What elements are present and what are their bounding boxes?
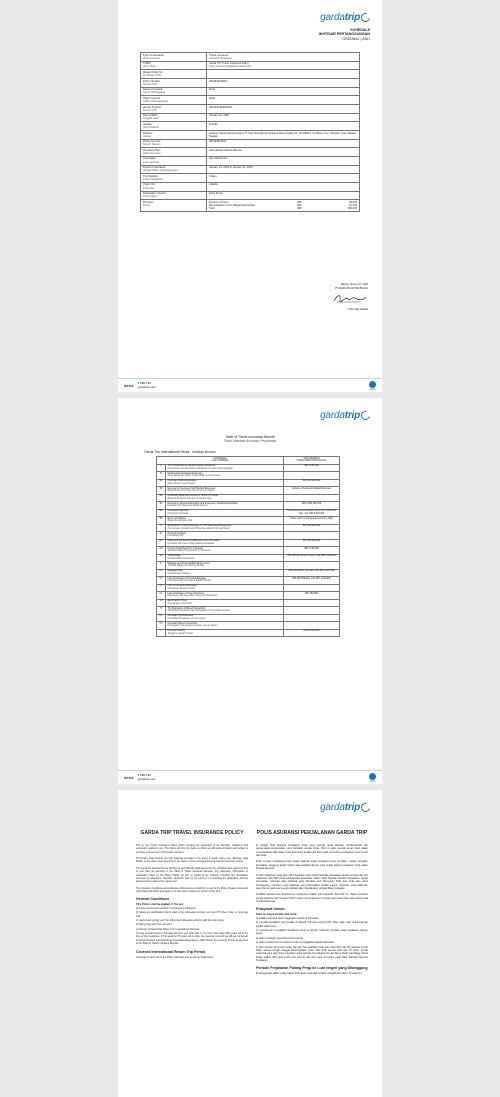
schedule-row bbox=[141, 78, 360, 87]
benefit-coverage: Baggage Delay Keterlambatan Bagasi bbox=[166, 569, 284, 577]
benefit-row bbox=[157, 502, 340, 510]
benefit-row bbox=[157, 562, 340, 570]
benefit-row bbox=[157, 554, 340, 562]
schedule-row bbox=[141, 96, 360, 105]
astra-logo: astra bbox=[124, 775, 134, 780]
benefit-code: F1 bbox=[157, 569, 166, 577]
benefit-row bbox=[157, 577, 340, 585]
benefit-code: H2 bbox=[157, 622, 166, 630]
schedule-label: Name of Insured Nama Tertanggung bbox=[141, 87, 207, 96]
schedule-value: Rudy bbox=[207, 87, 360, 96]
garda-trip-logo: gardatrip bbox=[320, 410, 370, 421]
benefit-coverage: Personal Liability Tanggung Jawab Pribadi bbox=[166, 629, 284, 637]
benefit-row bbox=[157, 479, 340, 487]
page-footer bbox=[118, 770, 382, 784]
schedule-page bbox=[118, 0, 382, 392]
schedule-label: Period of Insurance Jangka Waktu Pertanggungan bbox=[141, 165, 207, 174]
schedule-label: Insurance Plan Paket Asuransi bbox=[141, 148, 207, 157]
premium-line: Total IDR 105,000 bbox=[209, 207, 357, 211]
schedule-title: SCHEDULE bbox=[350, 28, 370, 32]
benefits-title: Table of Travel Insurance Benefit Tabel Manfaat Asuransi Perjalanan bbox=[223, 435, 277, 444]
garda-trip-mark-icon bbox=[359, 409, 371, 421]
schedule-row bbox=[141, 139, 360, 148]
condition-item: c) starting and ending your Trip within the Indonesian territory (valid for return trips); bbox=[136, 919, 225, 923]
website: gardaoto.com bbox=[137, 776, 156, 781]
astra-logo: astra bbox=[124, 383, 134, 388]
policy-title-id: POLIS ASURANSI PERJALANAN GARDA TRIP bbox=[256, 830, 368, 836]
benefit-coverage: Overseas Trip Relocation Perubahan Perjalanan di Luar Negeri bbox=[166, 614, 284, 622]
benefit-row bbox=[157, 584, 340, 592]
garda-trip-mark-icon bbox=[359, 801, 371, 813]
covered-period-text: Coverage in each part of the Policy shall start and end as set forth below: bbox=[136, 955, 214, 959]
benefit-sum-insured bbox=[284, 614, 340, 622]
benefit-sum-insured: IDR 2,000,000,000 bbox=[284, 502, 340, 510]
benefits-header-row bbox=[157, 457, 340, 465]
schedule-row bbox=[141, 70, 360, 79]
policy-paragraph: Polis ini akan melindungi Anda secara finansial ketika terjadinya suatu kematian, cedera, kerugian, kerusakan, tanggung jawab hukum atau kejadian lainnya yang terjadi selama perjalanan Anda dalam Periode Asuransi. bbox=[256, 860, 368, 871]
premium-line: Administration Cost | Biaya Administrasi IDR 10,000 bbox=[209, 203, 357, 207]
schedule-value: January 10, 1990 bbox=[207, 113, 360, 122]
website: gardaoto.com bbox=[137, 384, 156, 389]
schedule-label: Master Policy No No Master Polis bbox=[141, 70, 207, 79]
benefit-row bbox=[157, 599, 340, 607]
benefit-sum-insured: IDR 15,000,000 bbox=[284, 629, 340, 637]
schedule-row bbox=[141, 182, 360, 191]
policy-paragraph: Jumlah maksimum yang akan Kami bayarkan untuk setiap Manfaat disesuaikan dengan kondisi dan limit maksimum dari Plan Anda sebagaimana disebutkan dalam Tabel Manfaat Asuransi Perjalanan. Setiap pernyataan, informasi atau deklarasi yang diberikan oleh Pemegang Polis atau Anda atas nama Tertanggung, termasuk setiap deklarasi yang disampaikan melalui telepon, faksimile, surat elektronik, atau internet pada saat mengisi aplikasi akan diperlakukan sebagai dasar perjanjian. bbox=[256, 873, 368, 890]
benefit-coverage: Emergency Medical Evacuation and Emergency Medical Repatriation Evakuasi dan Repatriasi Medis Darurat bbox=[166, 502, 284, 510]
prasyarat-umum-title: Prasyarat Umum bbox=[256, 907, 285, 912]
condition-item: a) adalah penduduk yang tinggal atau bekerja di Indonesia; bbox=[256, 917, 319, 921]
benefit-code: B6 bbox=[157, 517, 166, 525]
hotline-block bbox=[138, 382, 156, 389]
condition-item: f) being at least fourteen (14) days old from your birth date or not more than eighty (80) years old at the time of your departure. If You seventy (70) years old or older, the maximum amount we will pay for benefit Personal Accident and Medical and Associated Expenses is 25% (twenty five percent) of limit as specified in the Table of Travel Insurance Benefits. bbox=[136, 932, 248, 946]
schedule-header bbox=[319, 28, 370, 41]
place-date: Jakarta, January 21, 2023 bbox=[340, 283, 368, 286]
benefit-coverage: Emergency Overseas Tooth Medical Expenses Biaya Pengobatan Gigi Darurat di Luar Negeri bbox=[166, 487, 284, 495]
benefit-coverage: Repatriation of Mortal Remains or Overseas Funeral Expenses Pemulangan Jenazah atau Biaya Pemakaman di Luar Negeri bbox=[166, 524, 284, 532]
periode-title: Periode Perjalanan Pulang Pergi ke Luar Negeri yang Ditanggung bbox=[256, 966, 368, 971]
schedule-row bbox=[141, 61, 360, 70]
policy-page bbox=[118, 790, 382, 1097]
schedule-value: 0534644752041 bbox=[207, 78, 360, 87]
schedule-row bbox=[141, 87, 360, 96]
benefit-coverage: Overseas Missed Connection Ketinggalan Transportasi Lanjutan di Luar Negeri bbox=[166, 622, 284, 630]
schedule-row bbox=[141, 174, 360, 183]
schedule-value: 087434914911 bbox=[207, 139, 360, 148]
condition-item: d) having fully paid Your premium; bbox=[136, 923, 173, 927]
benefit-row bbox=[157, 569, 340, 577]
company-name: PT ASURANSI ASTRA BUANA bbox=[334, 286, 368, 290]
benefit-sum-insured bbox=[284, 584, 340, 592]
signer-name: Pramudita Nadelia bbox=[348, 307, 368, 311]
benefit-row bbox=[157, 524, 340, 532]
benefit-row bbox=[157, 629, 340, 637]
plan-name: Garda Trip International Retail - Individu Bronze bbox=[144, 450, 216, 454]
schedule-label: Origin City Kota Asal bbox=[141, 182, 207, 191]
schedule-label: Address Alamat bbox=[141, 130, 207, 139]
schedule-row bbox=[141, 113, 360, 122]
benefit-coverage: Medical and Associated Expenses Biaya Medis dan Biaya Terkait Medis di Luar Negeri bbox=[166, 472, 284, 480]
benefit-code: B bbox=[157, 472, 166, 480]
benefit-coverage: Return of Children Biaya Pemulangan Anak bbox=[166, 517, 284, 525]
benefit-sum-insured: IDR 300,000 for per 6 hour, max IDR 1,500,000 bbox=[284, 554, 340, 562]
benefit-sum-insured bbox=[284, 599, 340, 607]
benefit-coverage: Overseas Medical Expenses Biaya Medis di Luar Negeri bbox=[166, 479, 284, 487]
benefit-sum-insured: Include in Overseas Medical Expenses bbox=[284, 487, 340, 495]
premium-line: Premium | Premi IDR 95,000 bbox=[209, 200, 357, 204]
benefit-row bbox=[157, 472, 340, 480]
prasyarat-umum-sub: Polis ini hanya berlaku jika Anda: bbox=[256, 913, 298, 917]
benefit-sum-insured bbox=[284, 607, 340, 615]
condition-item: d) telah membayar sepenuhnya Premi Anda; bbox=[256, 936, 304, 940]
schedule-row bbox=[141, 104, 360, 113]
benefit-coverage: Death and Permanent Disablement due to Accident Kematian dan Cacat Tetap Akibat Kecelakaan bbox=[166, 539, 284, 547]
policy-title-en: GARDA TRIP TRAVEL INSURANCE POLICY bbox=[140, 830, 244, 836]
benefit-sum-insured bbox=[284, 532, 340, 540]
page-footer bbox=[118, 378, 382, 392]
benefit-coverage: Trip Cancellation & Alteration Before Departure Pembatalan dan Perubahan Perjalanan sebelum keberangkatan bbox=[166, 464, 284, 472]
schedule-label: Phone Number Nomor Telepon bbox=[141, 139, 207, 148]
policy-english-column bbox=[136, 830, 248, 962]
condition-item: b) memiliki identifikasi yang berlaku di wilayah Indonesia seperti KTP, Kitas, Kitap, atau visa kunjungan jangka waktu lama; bbox=[256, 921, 368, 928]
benefit-code: B2 bbox=[157, 487, 166, 495]
benefit-sum-insured: IDR 150,000,000 bbox=[284, 539, 340, 547]
schedule-label: Coverages Luas Jaminan bbox=[141, 156, 207, 165]
benefit-coverage: Personal Accident Kecelakaan Diri bbox=[166, 532, 284, 540]
benefit-sum-insured: Ticket return to transported economy flight bbox=[284, 517, 340, 525]
coverage-header: COVERAGE LUAS JAMINAN bbox=[157, 457, 284, 465]
premium-label: Premium Premi bbox=[141, 200, 207, 212]
sum-insured-header: SUM INSURED HARGA PERTANGGUNGAN bbox=[284, 457, 340, 465]
benefit-row bbox=[157, 614, 340, 622]
benefit-code: H bbox=[157, 607, 166, 615]
benefit-coverage: Loss & Damage of Travel Document Kehilangan dan Kerusakan Dokumen Perjalanan bbox=[166, 592, 284, 600]
schedule-row bbox=[141, 156, 360, 165]
benefit-coverage: Early Return Home Kepulangan Lebih Awal bbox=[166, 599, 284, 607]
schedule-label: Identity Number Nomor KTP bbox=[141, 104, 207, 113]
original-label: ORIGINAL | ASLI bbox=[342, 36, 370, 41]
benefit-sum-insured: IDR 500,000,000 bbox=[284, 479, 340, 487]
benefit-sum-insured: IDR 250,000/bag, max IDR 1,000,000 bbox=[284, 577, 340, 585]
condition-item: c) memulai dan mengakhiri Perjalanan Anda di wilayah Indonesia (berlaku untuk perjalanan pulang-pergi); bbox=[256, 929, 368, 936]
benefit-code: D1 bbox=[157, 539, 166, 547]
benefit-sum-insured bbox=[284, 494, 340, 502]
benefit-coverage: Travel Delay Keterlambatan Perjalanan bbox=[166, 554, 284, 562]
schedule-row bbox=[141, 148, 360, 157]
schedule-value: See Attachment bbox=[207, 156, 360, 165]
premium-row bbox=[141, 200, 360, 212]
benefit-row bbox=[157, 487, 340, 495]
garda-trip-logo: gardatrip bbox=[320, 802, 370, 813]
schedule-value: January 21, 2023 to January 31, 2023 bbox=[207, 165, 360, 174]
benefit-row bbox=[157, 494, 340, 502]
condition-item: f) telah berusia 14 (empat belas) hari dari hari kelahiran Anda atau tidak lebih dari 80 (delapan puluh) tahun sampai dengan tanggal keberangkatan Anda. Jika Anda berusia lebih dari 70 tahun, jumlah maksimal yang akan Kami bayarkan untuk jaminan Kecelakaan Diri dan Biaya Medis dan Biaya Terkait Medis adalah 25% (dua puluh lima persen) dari limit yang tercantum pada Tabel Manfaat Asuransi Perjalanan. bbox=[256, 945, 368, 962]
hotline-number: 1 500 112 bbox=[137, 772, 151, 777]
condition-item: e) telah membeli Polis ini sebelum Anda meninggalkan wilayah Indonesia; bbox=[256, 941, 335, 945]
schedule-row bbox=[141, 53, 360, 62]
schedule-label: Trip Duration Lama Perjalanan bbox=[141, 174, 207, 183]
schedule-label: Policy Number Nomor Polis bbox=[141, 78, 207, 87]
benefit-coverage: Compassionate Visit Kunjungan Keluarga bbox=[166, 509, 284, 517]
schedule-label: TOBW Jenis Polis bbox=[141, 61, 207, 70]
benefits-table bbox=[156, 456, 340, 637]
benefit-code: E bbox=[157, 554, 166, 562]
hotline-block bbox=[138, 774, 156, 781]
schedule-value: Hong Kong bbox=[207, 191, 360, 200]
benefit-code: F4 bbox=[157, 592, 166, 600]
astra-badge-logo: astra bbox=[369, 381, 376, 391]
schedule-label: Type of Insurance Jenis Asuransi bbox=[141, 53, 207, 62]
benefit-row bbox=[157, 517, 340, 525]
schedule-subtitle: IKHTISAR PERTANGGUNGAN bbox=[318, 32, 370, 37]
benefit-coverage: Continuing Medical Expenses in Country of Origin Biaya Pengobatan Lanjutan di Negara Asal bbox=[166, 494, 284, 502]
schedule-label: Gender Jenis Kelamin bbox=[141, 122, 207, 131]
condition-item: b) having an identification that is valid in the Indonesian territory such as KTP, Kitas, Kitap, or long stay visa; bbox=[136, 911, 248, 918]
benefit-code: F bbox=[157, 562, 166, 570]
benefit-row bbox=[157, 547, 340, 555]
benefit-code: G bbox=[157, 599, 166, 607]
astra-badge-logo: astra bbox=[369, 773, 376, 783]
benefit-code: A bbox=[157, 464, 166, 472]
schedule-row bbox=[141, 130, 360, 139]
schedule-table bbox=[140, 52, 360, 212]
benefit-coverage: Loss of Personal Belongings Kehilangan Barang Pribadi bbox=[166, 584, 284, 592]
benefit-code: D bbox=[157, 532, 166, 540]
policy-paragraph: This Policy shall provide you with financial coverage in the event of death, injury, loss, damage, legal liability or any other event occurring in the course of your arranged travel during the Insurance Period. bbox=[136, 857, 248, 864]
astra-badge-icon bbox=[369, 773, 376, 780]
policy-paragraph: Ini adalah Polis Asuransi Perjalanan Anda yang memuat detail Manfaat, kondisi-kondisi dan pengecualian-pengecualian yang berkaitan dengan Anda. Polis ini akan menjadi acuan Kami dalam menyelesaikan klaim-klaim Anda dan hanya berlaku jika Kami telah menerima pembayaran premi penuh dari Anda. bbox=[256, 844, 368, 858]
benefit-code: I bbox=[157, 629, 166, 637]
schedule-value: Female bbox=[207, 122, 360, 131]
policy-paragraph: Sertifikat Asuransi dan Endorsemen selanjutnya adalah satu kesatuan dari Polis ini. Harap membaca secara saksama dan mengerti Polis ini dan menyimpannya di tempat yang aman bila suatu waktu Anda membutuhkannya. bbox=[256, 893, 368, 904]
general-conditions-sub: This Policy shall be applied, if You are: bbox=[136, 903, 184, 907]
hotline-number: 1 500 112 bbox=[137, 380, 151, 385]
benefit-sum-insured: IDR 5,000,000 bbox=[284, 547, 340, 555]
signature-block bbox=[332, 283, 368, 311]
benefit-row bbox=[157, 509, 340, 517]
benefits-page bbox=[118, 398, 382, 784]
schedule-value: Rudy bbox=[207, 96, 360, 105]
benefit-sum-insured: IDR 5,000,000 bbox=[284, 464, 340, 472]
benefit-code: H1 bbox=[157, 614, 166, 622]
condition-item: a) being a permanent resident or employed in Indonesia; bbox=[136, 906, 196, 910]
benefit-sum-insured bbox=[284, 472, 340, 480]
astra-badge-icon bbox=[369, 381, 376, 388]
schedule-row bbox=[141, 191, 360, 200]
benefit-code: B5 bbox=[157, 509, 166, 517]
schedule-label: Destination Country Kota Tujuan bbox=[141, 191, 207, 200]
benefit-code: B3 bbox=[157, 494, 166, 502]
benefit-code: B1 bbox=[157, 479, 166, 487]
policy-paragraph: This is your Travel Insurance Policy which contains the particulars of the Benefits, conditions and exclusions relating to you. The Policy will form the basis on which we will settle all claims and subject to we have received your full premium payment. bbox=[136, 844, 248, 854]
benefit-coverage: Funeral Costs Benefit in Indonesia Santunan Biaya Pemakaman di Indonesia bbox=[166, 547, 284, 555]
signature-image bbox=[332, 292, 368, 304]
benefit-sum-insured bbox=[284, 622, 340, 630]
general-conditions-title: General Conditions bbox=[136, 897, 170, 902]
benefit-row bbox=[157, 592, 340, 600]
schedule-value: Gedung Garda Asuransi Astra, Jl. Tole Iskandar Sendyatang Raya Kelapa 33, RT.4/RW.1, Sr. Batuy, Kec. Cibodas, Kota Jakarta Selatan bbox=[207, 130, 360, 139]
benefit-code: C bbox=[157, 524, 166, 532]
benefit-sum-insured: IDR 750,000 bbox=[284, 592, 340, 600]
schedule-label: Date of Birth Tanggal Lahir bbox=[141, 113, 207, 122]
policy-paragraph: The maximum amount that we will pay for each Benefit shall depend on the conditions and maximum limit of your Plan as specified in the Table of Travel Insurance Benefits. Any statement, information or declaration made by the Policy Holder (or you on behalf of the Insured), including any declaration conveyed by telephone, facsimile, electronic mail, or the Internet in completing the application shall be deemed as the basis of the agreement. bbox=[136, 866, 248, 884]
schedule-label: Object Insured Objek Pertanggungan bbox=[141, 96, 207, 105]
benefit-row bbox=[157, 622, 340, 630]
benefit-row bbox=[157, 464, 340, 472]
benefit-row bbox=[157, 607, 340, 615]
covered-period-title: Covered International Return Trip Period bbox=[136, 949, 206, 954]
garda-trip-logo: gardatrip bbox=[320, 12, 370, 23]
schedule-value: Travel Insurance Asuransi Perjalanan bbox=[207, 53, 360, 62]
benefit-coverage: Baggage and Personal Belongings Cover Jaminan Bagasi dan Barang Pribadi bbox=[166, 562, 284, 570]
benefit-code: D2 bbox=[157, 547, 166, 555]
benefit-sum-insured: Ticket and accommodation up to IDR 1,000,000 /day, max IDR 5,000,000 bbox=[284, 509, 340, 517]
benefit-code: F2 bbox=[157, 577, 166, 585]
benefit-code: B4 bbox=[157, 502, 166, 510]
schedule-value bbox=[207, 70, 360, 79]
schedule-value: 3201040404020002 bbox=[207, 104, 360, 113]
benefit-coverage: Loss & Damage of Personal Baggage Kehilangan dan Kerusakan Bagasi Pribadi bbox=[166, 577, 284, 585]
periode-text: Pertanggungan dalam setiap bagian Polis akan mulai dan berakhir sebagaimana diatur di bawah ini: bbox=[256, 972, 363, 976]
schedule-row bbox=[141, 165, 360, 174]
benefit-sum-insured: IDR 250,000 for per hour, max IDR 1,000,000 bbox=[284, 569, 340, 577]
schedule-value: International Individu-Bronze bbox=[207, 148, 360, 157]
benefit-sum-insured bbox=[284, 562, 340, 570]
schedule-value: 9 days bbox=[207, 174, 360, 183]
benefit-code: F3 bbox=[157, 584, 166, 592]
benefit-row bbox=[157, 539, 340, 547]
benefit-coverage: Trip Relocation & Missed Connection Perubahan Perjalanan dan Ketinggalan Transportasi Lanjutan bbox=[166, 607, 284, 615]
schedule-value: Jakarta bbox=[207, 182, 360, 191]
premium-values bbox=[207, 200, 360, 212]
schedule-row bbox=[141, 122, 360, 131]
policy-indonesian-column bbox=[256, 830, 368, 979]
benefit-sum-insured: IDR 525,000,000 bbox=[284, 524, 340, 532]
condition-item: e) having purchased this Policy prior to departing Indonesia; bbox=[136, 927, 200, 931]
policy-paragraph: The Insurance Certificate and subsequent Endorsement shall form a part of the Policy. Please review and understand this Policy and keep it in a safe place should you need it at any time. bbox=[136, 886, 248, 893]
schedule-value: Garda Trip Travel Insurance Policy Polis Asuransi Perjalanan Garda Trip bbox=[207, 61, 360, 70]
benefit-row bbox=[157, 532, 340, 540]
garda-trip-mark-icon bbox=[359, 11, 371, 23]
